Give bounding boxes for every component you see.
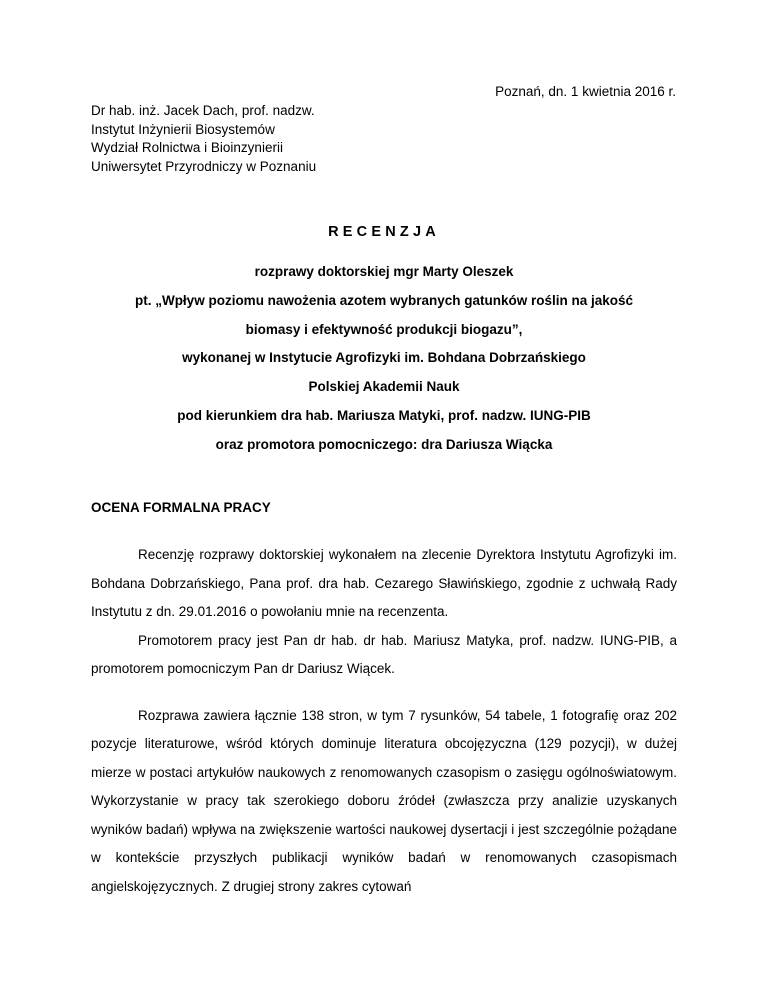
author-institute: Instytut Inżynierii Biosystemów bbox=[91, 121, 275, 137]
document-heading: RECENZJA bbox=[328, 224, 440, 240]
title-line: wykonanej w Instytucie Agrofizyki im. Bohdana Dobrzańskiego bbox=[182, 350, 586, 366]
author-block bbox=[91, 102, 316, 176]
author-name: Dr hab. inż. Jacek Dach, prof. nadzw. bbox=[91, 103, 315, 118]
title-line: pod kierunkiem dra hab. Mariusza Matyki, prof. nadzw. IUNG-PIB bbox=[177, 407, 591, 423]
paragraph: Promotorem pracy jest Pan dr hab. dr hab. Mariusz Matyka, prof. nadzw. IUNG-PIB, a promotorem pomocniczym Pan dr Dariusz Wiącek. bbox=[91, 632, 677, 676]
title-line: pt. „Wpływ poziomu nawożenia azotem wybranych gatunków roślin na jakość bbox=[134, 292, 634, 308]
title-line: oraz promotora pomocniczego: dra Dariusza Wiącka bbox=[215, 436, 553, 452]
title-line: rozprawy doktorskiej mgr Marty Oleszek bbox=[254, 264, 514, 279]
title-line: Polskiej Akademii Nauk bbox=[308, 379, 460, 395]
section-heading: OCENA FORMALNA PRACY bbox=[91, 500, 271, 515]
title-block bbox=[0, 222, 768, 460]
paragraph: Rozprawa zawiera łącznie 138 stron, w tym 7 rysunków, 54 tabele, 1 fotografię oraz 202 pozycje literaturowe, wśród których dominuje literatura obcojęzyczna (129 pozycji), w dużej mierze w postaci artykułów naukowych z renomowanych czasopism o zasięgu ogólnoświatowym. Wykorzystanie w pracy tak szerokiego doboru źródeł (zwłaszcza przy analizie uzyskanych wyników badań) wpływa na zwiększenie wartości naukowej dysertacji i jest szczególnie pożądane w kontekście przyszłych publikacji wyników badań w renomowanych czasopismach angielskojęzycznych. Z drugiej strony zakres cytowań bbox=[91, 707, 677, 894]
title-line: biomasy i efektywność produkcji biogazu”, bbox=[245, 321, 523, 337]
author-faculty: Wydział Rolnictwa i Bioinzynierii bbox=[91, 140, 283, 155]
document-date: Poznań, dn. 1 kwietnia 2016 r. bbox=[495, 84, 676, 99]
paragraph: Recenzję rozprawy doktorskiej wykonałem na zlecenie Dyrektora Instytutu Agrofizyki im. Bohdana Dobrzańskiego, Pana prof. dra hab. Cezarego Sławińskiego, zgodnie z uchwałą Rady Instytutu z dn. 29.01.2016 o powołaniu mnie na recenzenta. bbox=[91, 547, 677, 619]
author-university: Uniwersytet Przyrodniczy w Poznaniu bbox=[91, 158, 317, 174]
body-text bbox=[91, 541, 677, 901]
